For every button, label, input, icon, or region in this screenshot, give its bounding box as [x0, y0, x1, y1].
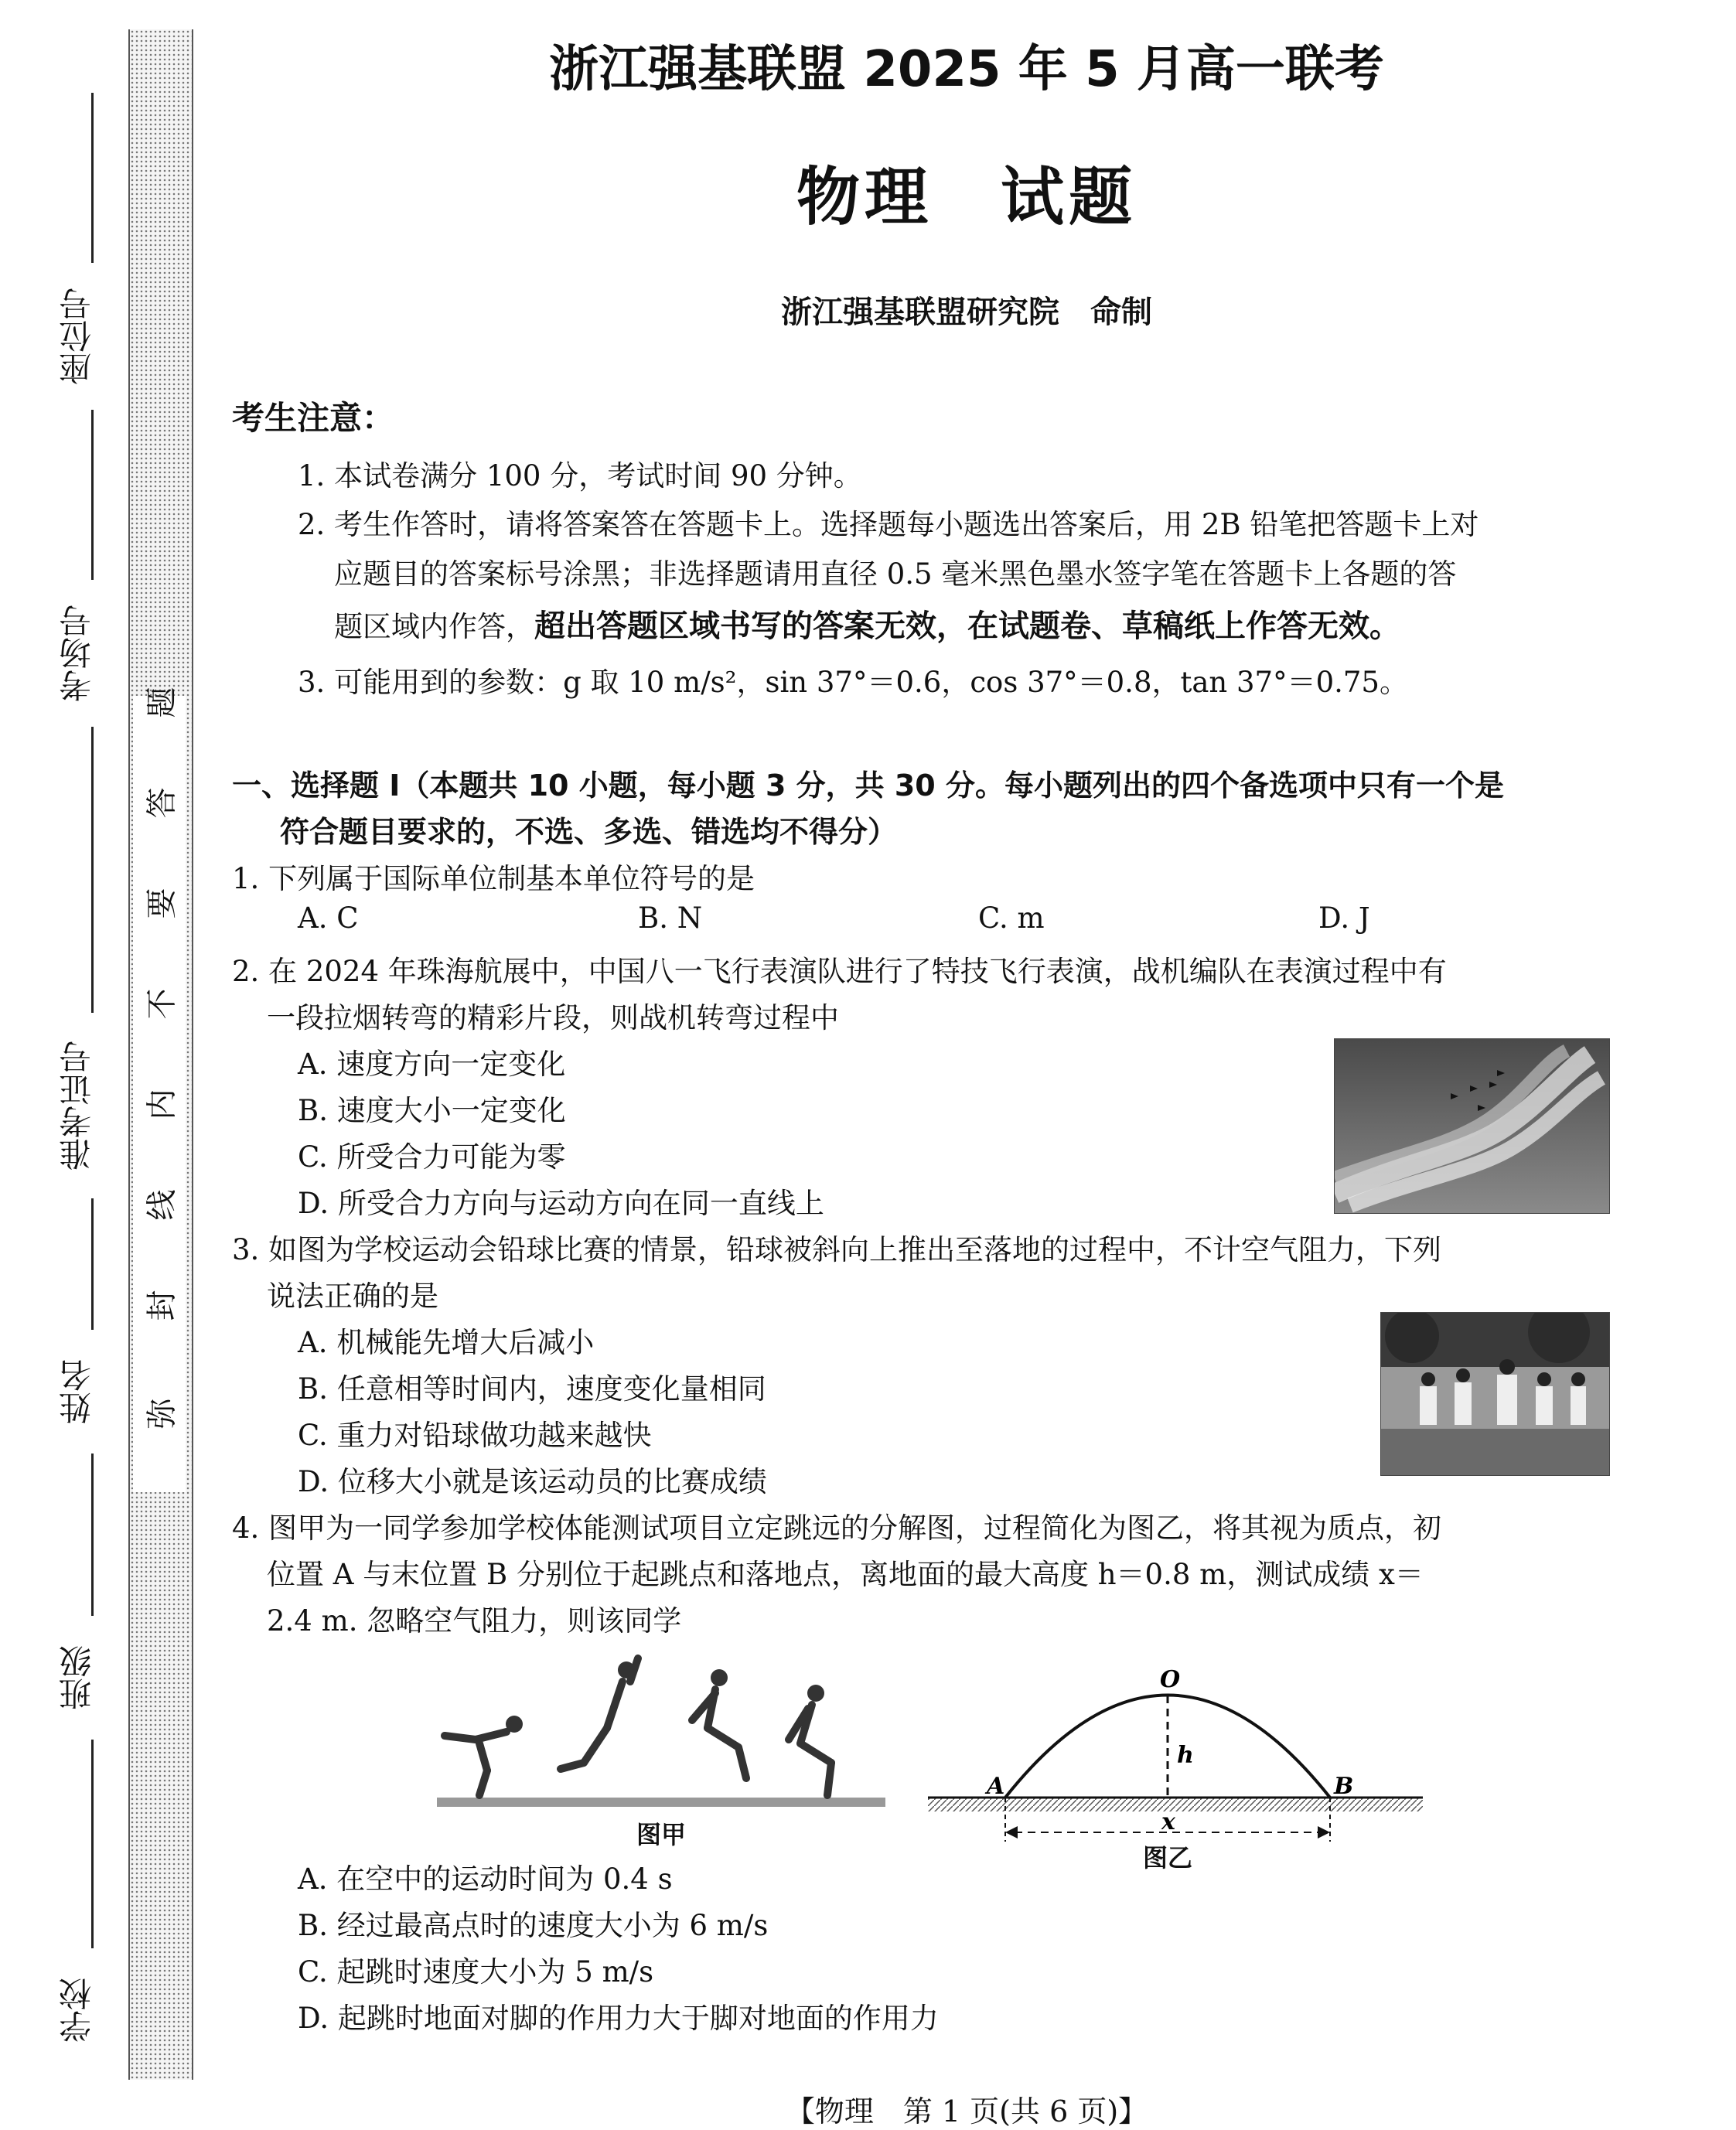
admission-number-label: 准考证号: [58, 1041, 96, 1171]
question-2-airshow-photo: [1334, 1038, 1610, 1214]
subject-title: 物理 试题: [796, 161, 1137, 234]
section-1-heading-line-1: 一、选择题 Ⅰ（本题共 10 小题，每小题 3 分，共 30 分。每小题列出的四个备选项中只有一个是: [232, 769, 1504, 803]
name-label: 姓名: [58, 1359, 96, 1424]
figure-b-caption: 图乙: [1142, 1843, 1192, 1873]
question-1-option-b[interactable]: B. N: [638, 901, 703, 935]
seal-char: 题: [144, 687, 180, 718]
question-4-option-a[interactable]: A. 在空中的运动时间为 0.4 s: [298, 1862, 673, 1896]
notice-item-2-line-3: [334, 602, 1400, 646]
figure-a-long-jump-sequence: [437, 1655, 885, 1848]
notice-item-2-emphasis: 超出答题区域书写的答案无效，在试题卷、草稿纸上作答无效。: [534, 608, 1400, 644]
seal-char: 答: [144, 787, 180, 819]
school-line[interactable]: [91, 1740, 94, 1948]
question-2-option-a[interactable]: A. 速度方向一定变化: [298, 1048, 566, 1081]
seal-char: 封: [144, 1290, 180, 1321]
question-1-stem: 1. 下列属于国际单位制基本单位符号的是: [232, 862, 755, 895]
seal-char: 弥: [144, 1398, 180, 1430]
label-h: h: [1177, 1742, 1194, 1769]
question-2-option-d[interactable]: D. 所受合力方向与运动方向在同一直线上: [298, 1187, 824, 1220]
section-1-heading-line-2: 符合题目要求的，不选、多选、错选均不得分）: [280, 815, 898, 849]
question-3-option-b[interactable]: B. 任意相等时间内，速度变化量相同: [298, 1372, 766, 1406]
shotput-scene-image: [1381, 1313, 1609, 1475]
exam-room-line[interactable]: [91, 410, 94, 580]
notice-item-2-line-3-normal: 题区域内作答，: [334, 610, 534, 643]
question-3-option-c[interactable]: C. 重力对铅球做功越来越快: [298, 1419, 652, 1452]
notice-item-3: 3. 可能用到的参数：g 取 10 m/s²，sin 37°＝0.6，cos 37°＝0.8，tan 37°＝0.75。: [298, 666, 1408, 699]
question-4-option-c[interactable]: C. 起跳时速度大小为 5 m/s: [298, 1955, 654, 1989]
question-2-stem-line-1: 2. 在 2024 年珠海航展中，中国八一飞行表演队进行了特技飞行表演，战机编队在表演过程中有: [232, 955, 1447, 988]
seal-char: 要: [144, 888, 180, 919]
label-o: O: [1160, 1666, 1181, 1693]
question-1-option-c[interactable]: C. m: [978, 901, 1045, 935]
seal-char: 线: [144, 1189, 180, 1221]
class-line[interactable]: [91, 1454, 94, 1616]
question-4-option-d[interactable]: D. 起跳时地面对脚的作用力大于脚对地面的作用力: [298, 2002, 939, 2035]
figure-a-caption: 图甲: [636, 1820, 686, 1849]
question-1-option-d[interactable]: D. J: [1318, 901, 1370, 935]
seal-char: 不: [144, 988, 180, 1020]
exam-room-label: 考场号: [58, 605, 96, 702]
page-footer: 【物理 第 1 页(共 6 页)】: [785, 2094, 1148, 2128]
question-4-stem-line-1: 4. 图甲为一同学参加学校体能测试项目立定跳远的分解图，过程简化为图乙，将其视为质点，初: [232, 1511, 1442, 1545]
question-2-option-b[interactable]: B. 速度大小一定变化: [298, 1094, 566, 1127]
question-3-option-a[interactable]: A. 机械能先增大后减小: [298, 1326, 595, 1359]
notice-item-2-line-2: 应题目的答案标号涂黑；非选择题请用直径 0.5 毫米黑色墨水签字笔在答题卡上各题的答: [334, 557, 1457, 591]
question-1-option-a[interactable]: A. C: [298, 901, 359, 935]
admission-number-line[interactable]: [91, 727, 94, 1013]
seal-char: 内: [144, 1089, 180, 1120]
question-3-stem-line-2: 说法正确的是: [267, 1280, 438, 1313]
label-x: x: [1161, 1808, 1175, 1835]
question-4-stem-line-2: 位置 A 与末位置 B 分别位于起跳点和落地点，离地面的最大高度 h＝0.8 m，测试成绩 x＝: [267, 1558, 1424, 1591]
long-jump-silhouettes: [437, 1655, 885, 1809]
name-line[interactable]: [91, 1198, 94, 1330]
notice-heading: 考生注意：: [232, 399, 395, 437]
question-3-stem-line-1: 3. 如图为学校运动会铅球比赛的情景，铅球被斜向上推出至落地的过程中，不计空气阻力，下列: [232, 1233, 1442, 1266]
exam-title: 浙江强基联盟 2025 年 5 月高一联考: [549, 41, 1384, 98]
class-label: 班级: [58, 1645, 96, 1710]
label-b: B: [1334, 1773, 1354, 1800]
question-4-option-b[interactable]: B. 经过最高点时的速度大小为 6 m/s: [298, 1909, 769, 1942]
notice-item-2-line-1: 2. 考生作答时，请将答案答在答题卡上。选择题每小题选出答案后，用 2B 铅笔把答题卡上对: [298, 508, 1479, 541]
notice-item-1: 1. 本试卷满分 100 分，考试时间 90 分钟。: [298, 459, 862, 492]
question-2-stem-line-2: 一段拉烟转弯的精彩片段，则战机转弯过程中: [267, 1001, 839, 1034]
airshow-smoke-image: [1335, 1039, 1609, 1213]
question-3-shotput-photo: [1380, 1312, 1610, 1476]
figure-b-trajectory-diagram: [928, 1639, 1423, 1871]
seat-number-line[interactable]: [91, 93, 94, 263]
trajectory-diagram-svg: [928, 1639, 1423, 1871]
question-3-option-d[interactable]: D. 位移大小就是该运动员的比赛成绩: [298, 1465, 767, 1498]
school-label: 学校: [58, 1978, 96, 2043]
question-4-stem-line-3: 2.4 m. 忽略空气阻力，则该同学: [267, 1604, 682, 1638]
exam-maker: 浙江强基联盟研究院 命制: [781, 295, 1152, 330]
seat-number-label: 座位号: [58, 288, 96, 385]
label-a: A: [987, 1773, 1005, 1800]
question-2-option-c[interactable]: C. 所受合力可能为零: [298, 1140, 566, 1174]
